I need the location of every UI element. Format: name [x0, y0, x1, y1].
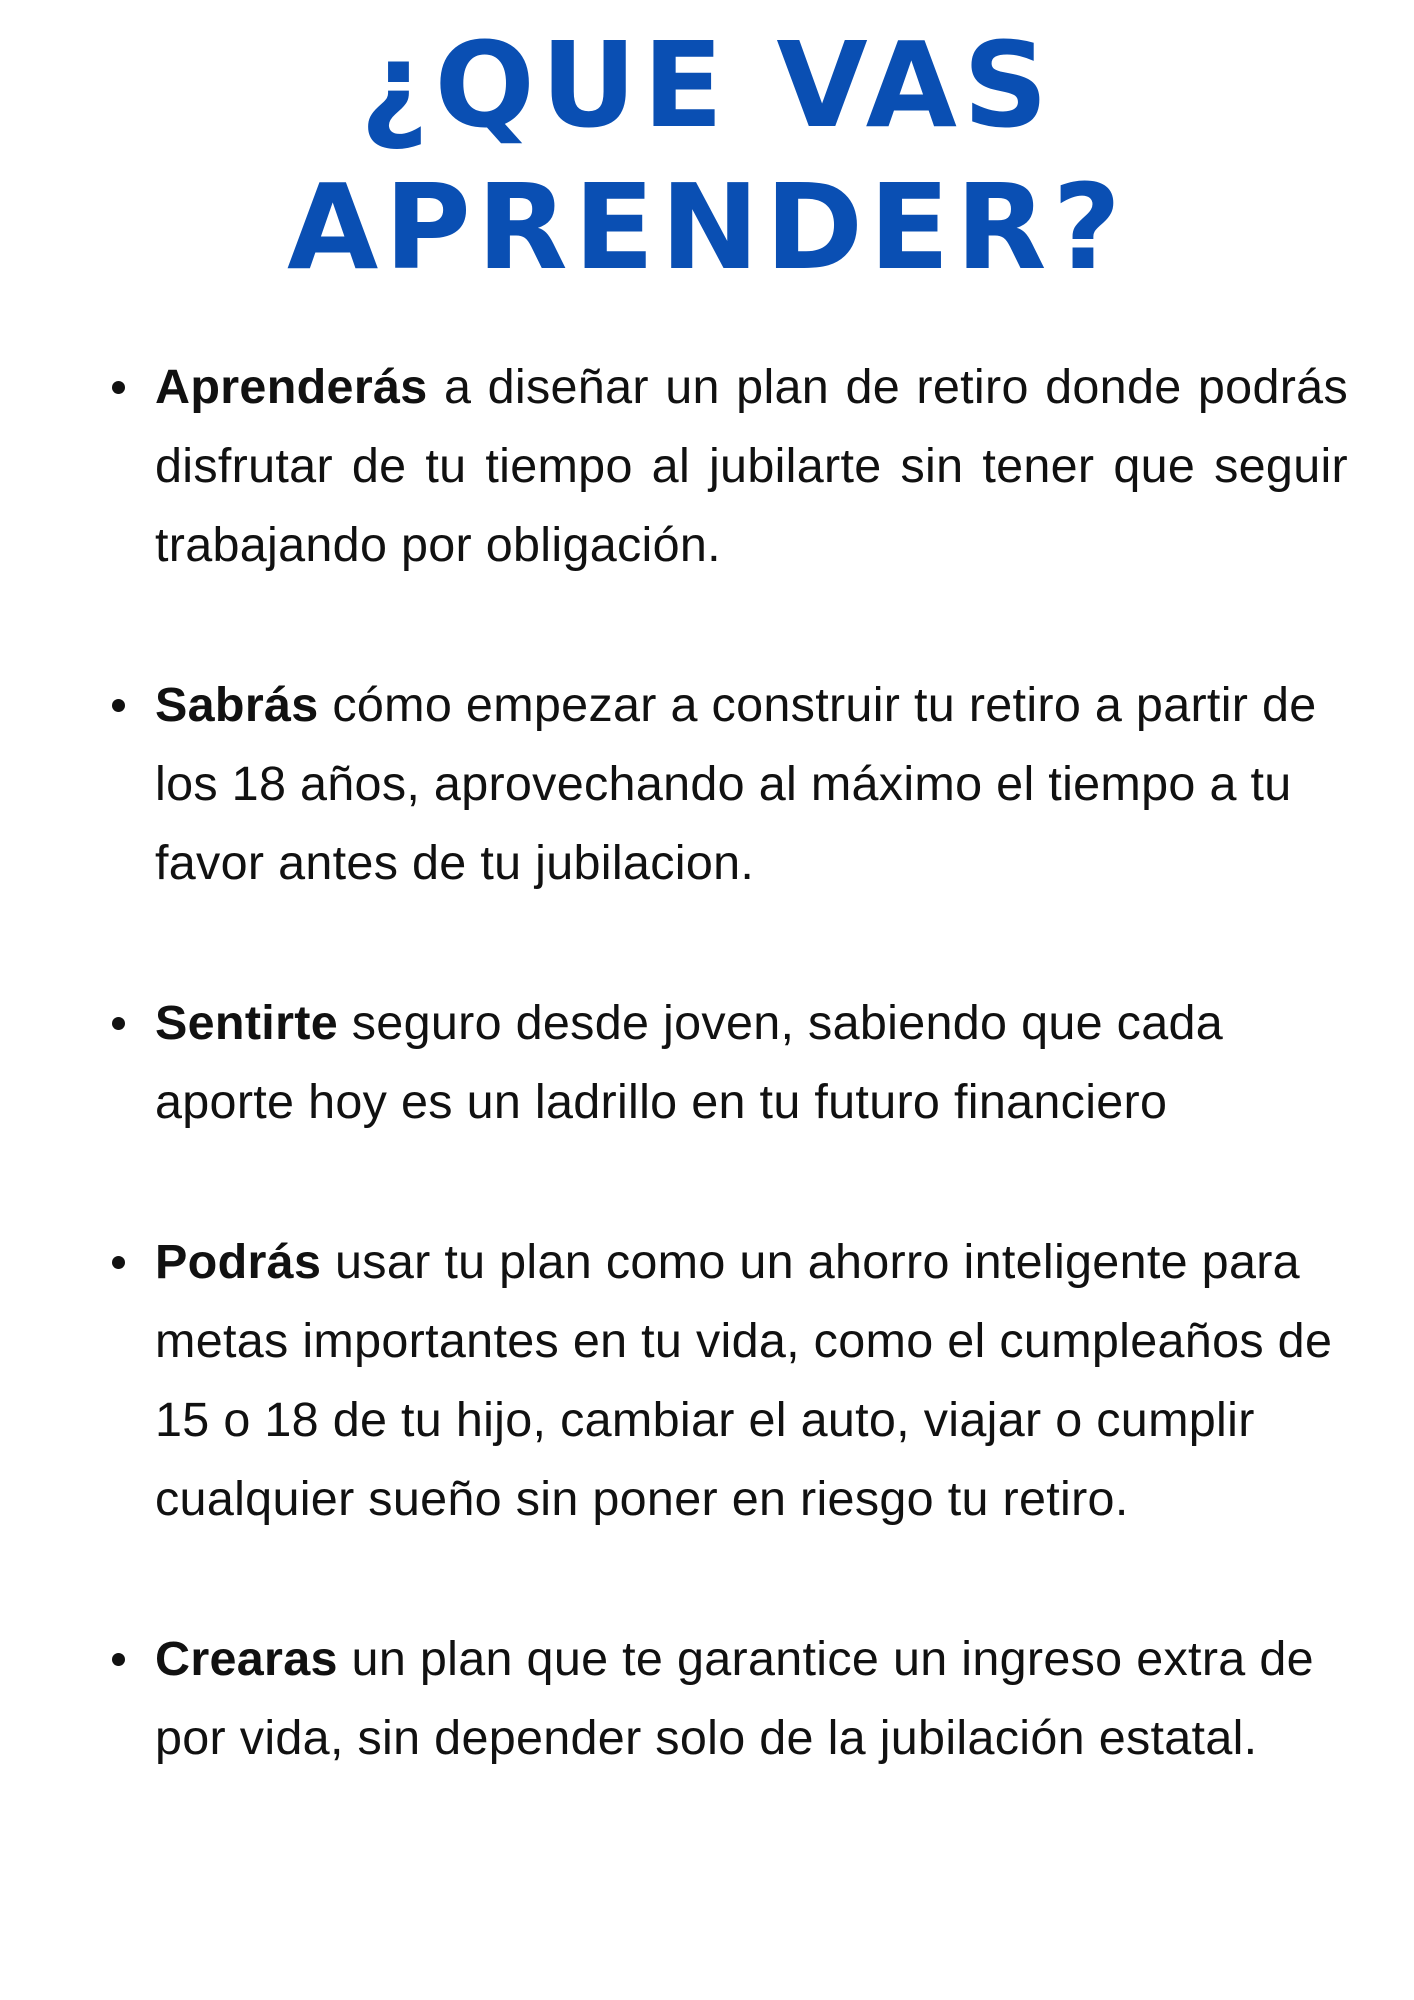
list-item-lead: Sentirte — [155, 996, 338, 1050]
title-line-2: APRENDER? — [287, 158, 1127, 296]
list-item — [0, 984, 1414, 1142]
list-item-body: usar tu plan como un ahorro inteligente para metas importantes en tu vida, como el cumpleaños de 15 o 18 de tu hijo, cambiar el auto, viajar o cumplir cualquier sueño sin poner en riesgo tu retiro. — [155, 1235, 1333, 1526]
bullet-dot-icon — [112, 699, 125, 712]
bullet-dot-icon — [112, 381, 125, 394]
list-item-lead: Sabrás — [155, 678, 319, 732]
bullet-dot-icon — [112, 1256, 125, 1269]
list-item-lead: Aprenderás — [155, 360, 428, 414]
list-item-text — [155, 348, 1348, 585]
list-item-text — [155, 1620, 1348, 1778]
bullet-dot-icon — [112, 1653, 125, 1666]
list-item — [0, 1620, 1414, 1778]
list-item-text — [155, 666, 1348, 903]
list-item-body: a diseñar un plan de retiro donde podrás disfrutar de tu tiempo al jubilarte sin tener que seguir trabajando por obligación. — [155, 360, 1348, 572]
title-line-1: ¿QUE VAS — [360, 16, 1054, 154]
list-item — [0, 1223, 1414, 1539]
list-item-text — [155, 984, 1348, 1142]
bullet-dot-icon — [112, 1017, 125, 1030]
list-item — [0, 666, 1414, 903]
page-title — [0, 14, 1414, 298]
list-item-body: cómo empezar a construir tu retiro a partir de los 18 años, aprovechando al máximo el tiempo a tu favor antes de tu jubilacion. — [155, 678, 1317, 890]
list-item-body: seguro desde joven, sabiendo que cada aporte hoy es un ladrillo en tu futuro financiero — [155, 996, 1224, 1129]
list-item-lead: Podrás — [155, 1235, 322, 1289]
learning-points-list — [0, 348, 1414, 1859]
list-item-lead: Crearas — [155, 1632, 338, 1686]
list-item-body: un plan que te garantice un ingreso extra de por vida, sin depender solo de la jubilación estatal. — [155, 1632, 1314, 1765]
list-item-text — [155, 1223, 1348, 1539]
list-item — [0, 348, 1414, 585]
